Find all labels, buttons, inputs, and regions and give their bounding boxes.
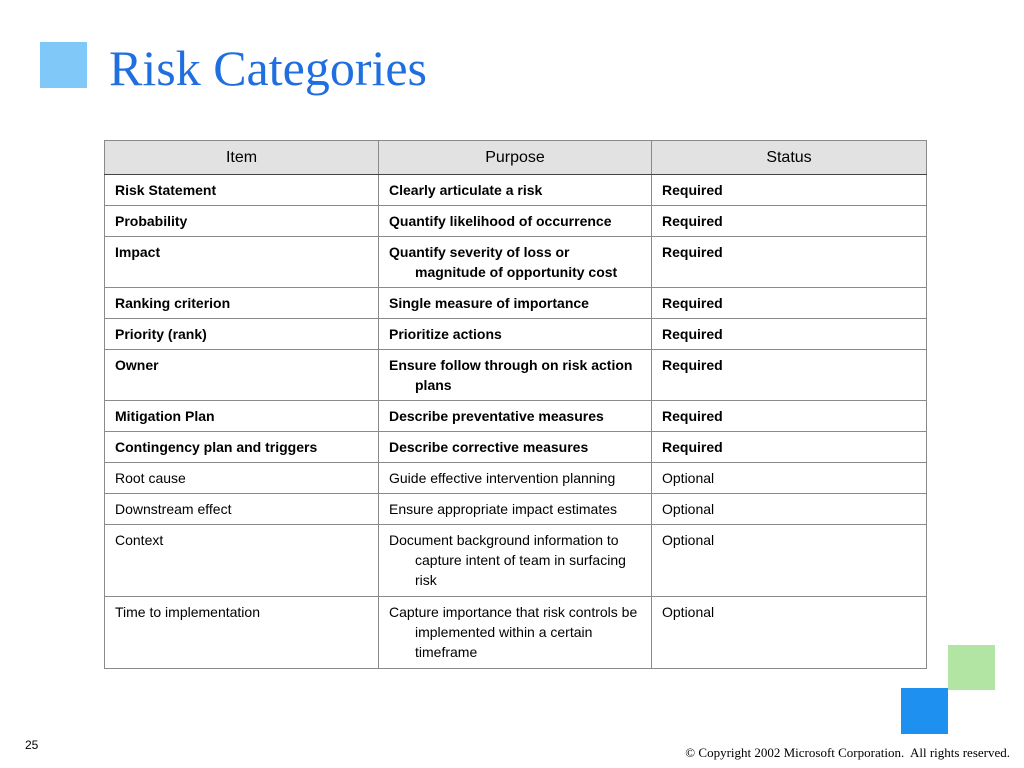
column-header-status: Status	[652, 141, 927, 175]
cell-purpose: Capture importance that risk controls be implemented within a certain timeframe	[379, 597, 652, 669]
cell-item: Context	[105, 525, 379, 597]
cell-item: Owner	[105, 350, 379, 401]
table-row	[105, 432, 927, 463]
cell-purpose: Quantify severity of loss or magnitude of opportunity cost	[379, 237, 652, 288]
table-row	[105, 288, 927, 319]
table-header-row	[105, 141, 927, 175]
cell-item: Impact	[105, 237, 379, 288]
cell-item: Root cause	[105, 463, 379, 494]
cell-status: Optional	[652, 463, 927, 494]
cell-item: Priority (rank)	[105, 319, 379, 350]
green-decoration-square	[948, 645, 995, 690]
cell-purpose: Clearly articulate a risk	[379, 175, 652, 206]
cell-item: Contingency plan and triggers	[105, 432, 379, 463]
table-row	[105, 206, 927, 237]
cell-status: Required	[652, 401, 927, 432]
table-row	[105, 237, 927, 288]
copyright-notice: © Copyright 2002 Microsoft Corporation. All rights reserved.	[685, 745, 1010, 760]
cell-status: Required	[652, 175, 927, 206]
page-number: 25	[25, 738, 39, 752]
cell-status: Required	[652, 288, 927, 319]
column-header-item: Item	[105, 141, 379, 175]
cell-purpose: Single measure of importance	[379, 288, 652, 319]
cell-status: Optional	[652, 494, 927, 525]
slide-title: Risk Categories	[109, 40, 428, 96]
cell-item: Ranking criterion	[105, 288, 379, 319]
cell-item: Risk Statement	[105, 175, 379, 206]
column-header-purpose: Purpose	[379, 141, 652, 175]
cell-item: Time to implementation	[105, 597, 379, 669]
table-row	[105, 319, 927, 350]
cell-status: Optional	[652, 525, 927, 597]
cell-purpose: Prioritize actions	[379, 319, 652, 350]
cell-status: Required	[652, 237, 927, 288]
cell-status: Required	[652, 319, 927, 350]
cell-purpose: Describe preventative measures	[379, 401, 652, 432]
cell-item: Mitigation Plan	[105, 401, 379, 432]
cell-item: Downstream effect	[105, 494, 379, 525]
table-row	[105, 401, 927, 432]
cell-status: Required	[652, 432, 927, 463]
cell-status: Optional	[652, 597, 927, 669]
cell-purpose: Describe corrective measures	[379, 432, 652, 463]
cell-purpose: Ensure follow through on risk action plans	[379, 350, 652, 401]
table-row	[105, 494, 927, 525]
cell-purpose: Guide effective intervention planning	[379, 463, 652, 494]
blue-decoration-square	[901, 688, 948, 734]
table-row	[105, 597, 927, 669]
cell-item: Probability	[105, 206, 379, 237]
table-row	[105, 525, 927, 597]
risk-categories-table	[104, 140, 927, 669]
cell-purpose: Quantify likelihood of occurrence	[379, 206, 652, 237]
table-row	[105, 175, 927, 206]
cell-status: Required	[652, 206, 927, 237]
cell-status: Required	[652, 350, 927, 401]
table-row	[105, 463, 927, 494]
table-row	[105, 350, 927, 401]
cell-purpose: Document background information to capture intent of team in surfacing risk	[379, 525, 652, 597]
title-decoration-square	[40, 42, 87, 88]
cell-purpose: Ensure appropriate impact estimates	[379, 494, 652, 525]
